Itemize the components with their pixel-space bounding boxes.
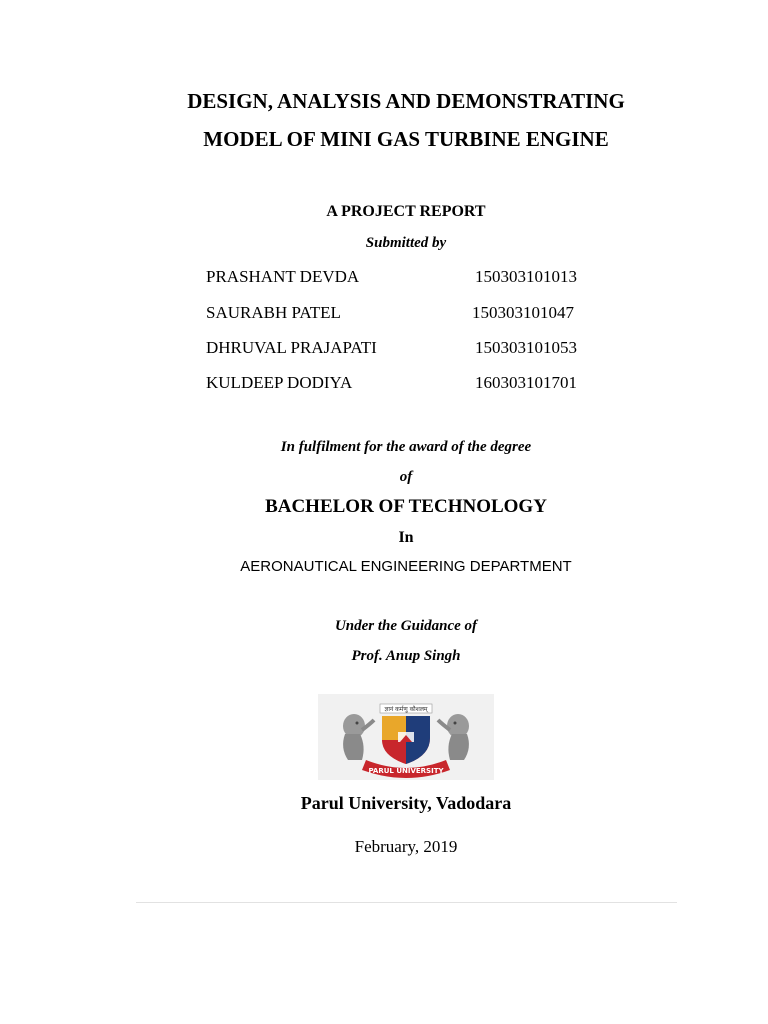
- report-title-line-2: MODEL OF MINI GAS TURBINE ENGINE: [203, 127, 609, 151]
- right-lion-icon: [438, 714, 469, 760]
- author-id: 160303101701: [475, 373, 577, 392]
- fulfilment-text: In fulfilment for the award of the degree: [280, 439, 532, 455]
- left-lion-icon: [343, 714, 374, 760]
- guidance-label: Under the Guidance of: [334, 618, 478, 634]
- in-label: In: [398, 529, 414, 546]
- page-divider: [136, 902, 677, 903]
- submitted-by-label: Submitted by: [365, 235, 447, 251]
- degree-name: BACHELOR OF TECHNOLOGY: [265, 496, 547, 517]
- university-name: Parul University, Vadodara: [300, 793, 512, 813]
- of-text: of: [399, 469, 413, 485]
- department-name: AERONAUTICAL ENGINEERING DEPARTMENT: [240, 558, 572, 575]
- author-id: 150303101047: [472, 303, 574, 322]
- author-name: DHRUVAL PRAJAPATI: [206, 338, 377, 357]
- report-title-line-1: DESIGN, ANALYSIS AND DEMONSTRATING: [187, 89, 625, 113]
- logo-motto: ज्ञानं कर्मणु कौशलम्: [384, 706, 428, 713]
- report-date: February, 2019: [354, 837, 458, 856]
- author-name: PRASHANT DEVDA: [206, 267, 360, 286]
- author-id: 150303101013: [475, 267, 577, 286]
- logo-banner-text: PARUL UNIVERSITY: [368, 767, 444, 775]
- report-type: A PROJECT REPORT: [326, 203, 486, 220]
- author-id: 150303101053: [475, 338, 577, 357]
- university-logo: [318, 694, 494, 780]
- author-name: SAURABH PATEL: [206, 303, 341, 322]
- parul-crest-icon: [318, 694, 494, 780]
- guide-name: Prof. Anup Singh: [351, 648, 461, 664]
- author-name: KULDEEP DODIYA: [206, 373, 353, 392]
